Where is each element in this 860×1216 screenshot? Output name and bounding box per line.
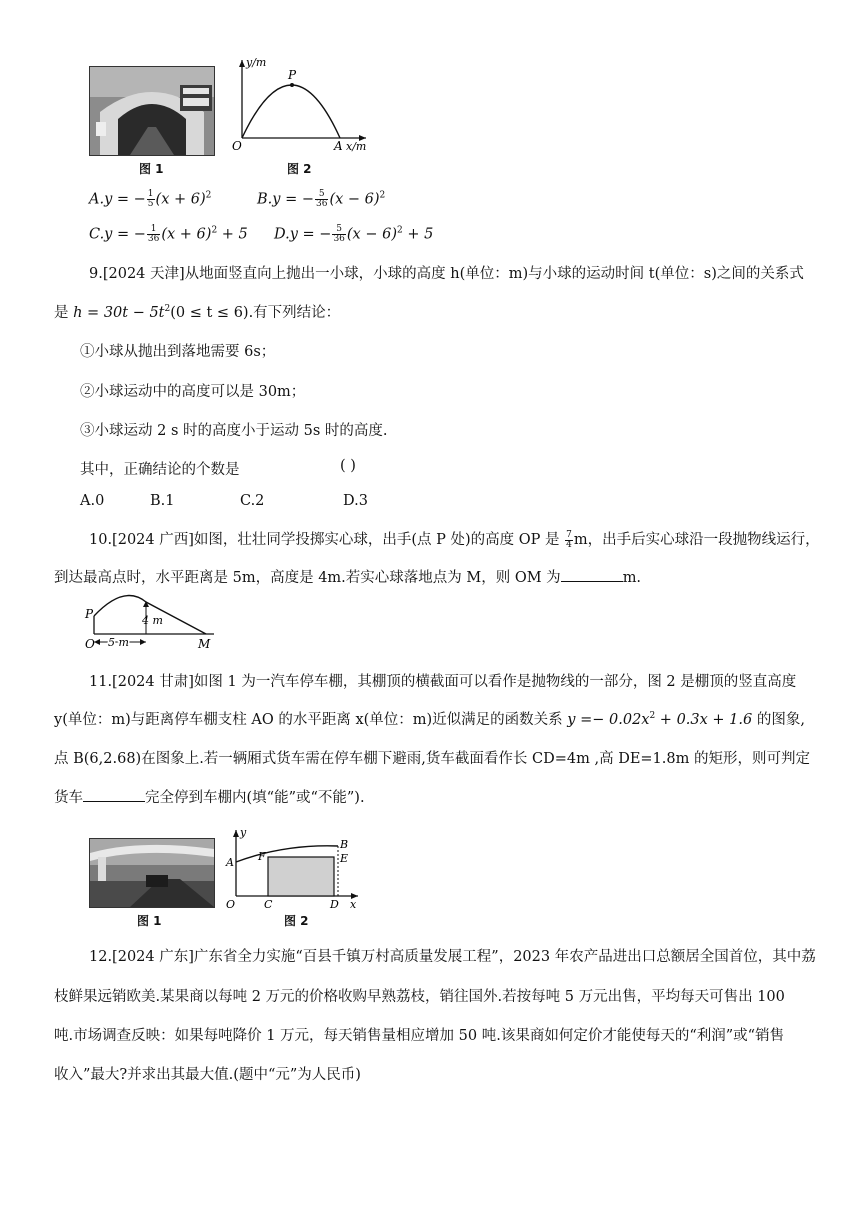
q8-option-c: C.y = − $\frac{1}{36}$ $(x + 6)^2 + 5$ xyxy=(89,224,248,244)
q11-fig1-caption: 图 1 xyxy=(137,914,162,928)
q8-parabola-graph xyxy=(226,54,376,154)
q10-line2: 到达最高点时，水平距离是 5m，高度是 4m.若实心球落地点为 M，则 OM 为 m. xyxy=(54,570,642,586)
carport-photo-drawing xyxy=(90,839,214,907)
q11-graph-o-label: O xyxy=(226,898,236,910)
q8-option-a: A.y = − $\frac{1}{5}$ $(x + 6)^2$ xyxy=(89,189,212,209)
tunnel-photo-drawing xyxy=(90,67,214,155)
q8-fig2-caption: 图 2 xyxy=(287,162,312,176)
q9-option-a: A.0 xyxy=(80,493,105,509)
q12-line1: 12.[2024 广东]广东省全力实施“百县千镇万村高质量发展工程”，2023 年农产品进出口总额居全国首位，其中荔 xyxy=(89,949,816,965)
q11-carport-graph xyxy=(224,826,364,910)
q8-graph-y-label: y/m xyxy=(246,56,267,69)
q11-graph-d-label: D xyxy=(330,898,339,910)
q11-answer-blank[interactable] xyxy=(83,789,145,802)
q11-graph-y-label: y xyxy=(240,826,247,839)
q9-question: 其中，正确结论的个数是 xyxy=(80,462,240,478)
q12-line4: 收入”最大?并求出其最大值.(题中“元”为人民币) xyxy=(54,1067,361,1083)
tunnel-photo xyxy=(89,66,215,156)
q11-graph-f-label: F xyxy=(258,850,266,863)
q9-option-b: B.1 xyxy=(150,493,175,509)
q10-height-label: 4 m xyxy=(142,614,163,627)
q8-option-b: B.y = − $\frac{5}{36}$ $(x - 6)^2$ xyxy=(257,189,386,209)
q9-line2: 是 $h = 30t - 5t^2(0 \le t \le 6)$.有下列结论： xyxy=(54,304,341,321)
q10-point-p: P xyxy=(85,607,94,621)
q9-statement-3: ③小球运动 2 s 时的高度小于运动 5s 时的高度. xyxy=(80,423,388,439)
q11-graph-b-label: B xyxy=(340,838,349,851)
q11-line4: 货车 完全停到车棚内(填“能”或“不能”). xyxy=(54,790,365,806)
q9-option-c: C.2 xyxy=(240,493,265,509)
q11-line1: 11.[2024 甘肃]如图 1 为一汽车停车棚，其棚顶的横截面可以看作是抛物线的一部分，图 2 是棚顶的竖直高度 xyxy=(89,674,797,690)
q9-option-d: D.3 xyxy=(343,493,368,509)
q10-answer-blank[interactable] xyxy=(561,569,623,582)
q8-graph-origin-label: O xyxy=(232,139,242,153)
q11-line2: y(单位：m)与距离停车棚支柱 AO 的水平距离 x(单位：m)近似满足的函数关系 $y =- 0.02x^2 + 0.3x + 1.6$ 的图象, xyxy=(54,711,805,728)
q10-point-o: O xyxy=(85,637,95,651)
q12-line2: 枝鲜果远销欧美.某果商以每吨 2 万元的价格收购早熟荔枝，销往国外.若按每吨 5 万元出售，平均每天可售出 100 xyxy=(54,989,785,1005)
q11-graph-x-label: x xyxy=(350,898,357,910)
q10-line1: 10.[2024 广西]如图，壮壮同学投掷实心球，出手(点 P 处)的高度 OP 是 $\frac{7}{4}$ m，出手后实心球沿一段抛物线运行， xyxy=(89,529,820,550)
q11-graph-a-label: A xyxy=(226,856,234,869)
q12-line3: 吨.市场调查反映：如果每吨降价 1 万元，每天销售量相应增加 50 吨.该果商如何定价才能使每天的“利润”或“销售 xyxy=(54,1028,785,1044)
q10-dist-label: 5 m xyxy=(108,636,129,649)
q10-point-m: M xyxy=(198,637,211,651)
q9-answer-paren: ( ) xyxy=(340,458,356,474)
q9-statement-1: ①小球从抛出到落地需要 6s； xyxy=(80,344,276,360)
q11-graph-e-label: E xyxy=(340,852,349,865)
q8-graph-end-label: A xyxy=(334,139,343,153)
carport-photo xyxy=(89,838,215,908)
q8-graph-peak-label: P xyxy=(288,68,297,82)
q10-throw-diagram xyxy=(84,592,224,654)
q11-fig2-caption: 图 2 xyxy=(284,914,309,928)
q8-fig1-caption: 图 1 xyxy=(139,162,164,176)
q9-statement-2: ②小球运动中的高度可以是 30m； xyxy=(80,384,306,400)
q8-option-d: D.y = − $\frac{5}{36}$ $(x - 6)^2 + 5$ xyxy=(274,224,434,244)
q11-line3: 点 B(6,2.68)在图象上.若一辆厢式货车需在停车棚下避雨,货车截面看作长 CD=4m ,高 DE=1.8m 的矩形，则可判定 xyxy=(54,751,810,767)
q9-line1: 9.[2024 天津]从地面竖直向上抛出一小球，小球的高度 h(单位：m)与小球的运动时间 t(单位：s)之间的关系式 xyxy=(89,266,804,282)
q11-graph-c-label: C xyxy=(264,898,273,910)
q8-graph-x-label: x/m xyxy=(346,140,367,153)
